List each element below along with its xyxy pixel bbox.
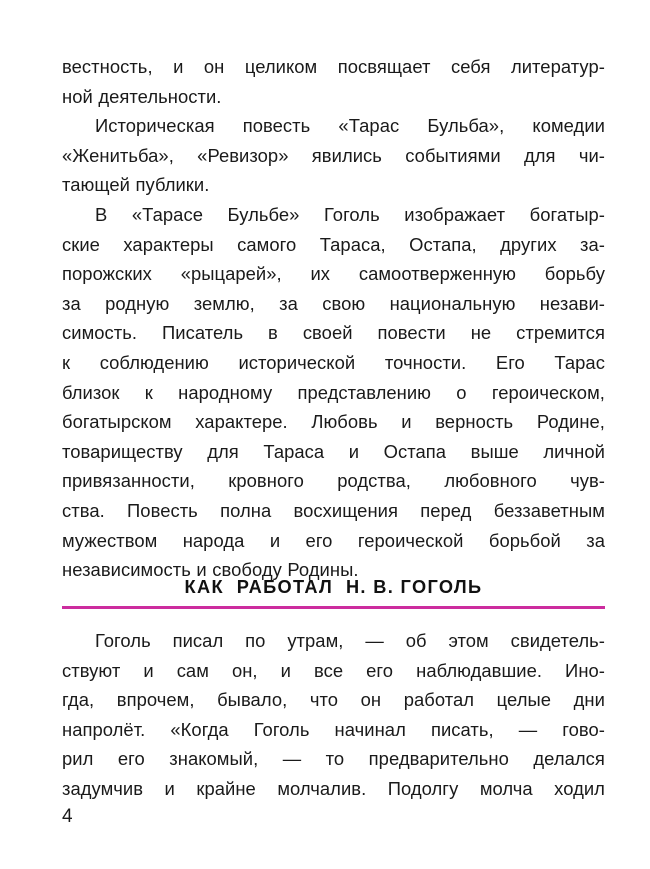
word: восхищения — [293, 499, 398, 521]
word: национальную — [389, 292, 516, 314]
word: Гоголь — [324, 203, 380, 225]
word: и — [173, 56, 184, 77]
word: кровного — [228, 470, 304, 492]
word: и — [269, 529, 281, 551]
word: Повесть — [127, 499, 198, 521]
word: — — [518, 718, 538, 740]
word: Тараса — [263, 440, 325, 462]
word: посвящает — [337, 56, 431, 77]
word: он, — [231, 659, 258, 681]
text-line — [62, 526, 605, 556]
word: тающей — [62, 174, 130, 196]
word: его — [117, 748, 145, 770]
word: народному — [178, 381, 273, 403]
word: писал — [172, 630, 224, 651]
text-line — [62, 111, 605, 141]
word: утрам, — [287, 630, 344, 651]
word: себя — [450, 56, 491, 77]
heading-divider-rule — [62, 606, 605, 609]
word: и — [164, 777, 175, 799]
word: соблюдению — [99, 351, 209, 373]
word: гда, — [62, 689, 95, 711]
word: любовного — [444, 470, 537, 492]
word: Тарас — [554, 351, 605, 373]
word: «Тарас — [338, 115, 400, 137]
paragraph — [62, 200, 605, 585]
text-line — [62, 259, 605, 289]
text-line — [62, 348, 605, 378]
word: Остапа, — [409, 233, 477, 255]
word: дни — [573, 689, 605, 711]
word: перед — [420, 499, 472, 521]
word: для — [207, 440, 239, 462]
word: — — [365, 630, 384, 651]
word: сам — [176, 659, 209, 681]
word: Историческая — [95, 115, 215, 137]
text-line — [62, 466, 605, 496]
word: «Ревизор» — [197, 144, 289, 166]
text-line — [62, 230, 605, 260]
word: Любовь — [311, 411, 378, 433]
text-line — [62, 496, 605, 526]
word: героическом, — [491, 381, 605, 403]
word: характеры — [123, 233, 214, 255]
word: бывало, — [217, 689, 288, 711]
word: Бульбе» — [227, 203, 300, 225]
word: повести — [377, 322, 446, 344]
word: то — [325, 748, 345, 770]
word: стремится — [516, 322, 605, 344]
word: борьбой — [488, 529, 561, 551]
word: он — [360, 689, 382, 711]
word: о — [456, 381, 467, 403]
word: к — [62, 351, 71, 373]
paragraph — [62, 52, 605, 111]
text-line — [62, 82, 605, 112]
word: характере. — [195, 411, 288, 433]
word: Подолгу — [387, 777, 459, 799]
word: для — [523, 144, 556, 166]
text-line — [62, 289, 605, 319]
word: предварительно — [368, 748, 509, 770]
word: «рыцарей», — [180, 263, 282, 285]
word: литератур- — [510, 56, 605, 77]
word: богатырском — [62, 411, 172, 433]
word: знакомый, — [169, 748, 259, 770]
word: полна — [220, 499, 272, 521]
word: гово- — [562, 718, 605, 740]
text-line — [62, 200, 605, 230]
word: порожских — [62, 263, 152, 285]
word: к — [144, 381, 153, 403]
word: Бульба», — [427, 115, 505, 137]
word: героической — [357, 529, 464, 551]
word: вестность, — [62, 56, 153, 77]
word: чув- — [570, 470, 605, 492]
text-line — [62, 52, 605, 82]
word: делался — [533, 748, 605, 770]
word: своей — [302, 322, 353, 344]
word: Родине, — [536, 411, 605, 433]
word: родную — [105, 292, 170, 314]
section-heading: КАК РАБОТАЛ Н. В. ГОГОЛЬ — [184, 577, 483, 597]
word: не — [470, 322, 492, 344]
word: родства, — [337, 470, 411, 492]
word: и — [196, 559, 207, 581]
word: этом — [448, 630, 489, 651]
word: самоотверженную — [358, 263, 516, 285]
paragraph — [62, 111, 605, 200]
word: Родины. — [287, 559, 359, 581]
word: деятельности. — [98, 85, 222, 107]
word: привязанности, — [62, 470, 195, 492]
word: все — [313, 659, 344, 681]
word: «Тарасе — [131, 203, 203, 225]
word: об — [405, 630, 427, 651]
word: личной — [543, 440, 605, 462]
word: свидетель- — [510, 630, 605, 651]
word: — — [282, 748, 302, 770]
word: молча — [479, 777, 533, 799]
word: свою — [322, 292, 366, 314]
page-number: 4 — [62, 806, 73, 827]
word: его — [305, 529, 333, 551]
word: ходил — [554, 777, 605, 799]
word: целиком — [244, 56, 318, 77]
word: задумчив — [62, 777, 144, 799]
word: Тараса, — [319, 233, 386, 255]
word: молчалив. — [277, 777, 367, 799]
word: и — [401, 411, 412, 433]
word: целые — [496, 689, 552, 711]
word: богатыр- — [529, 203, 605, 225]
word: свободу — [212, 559, 282, 581]
word: Его — [495, 351, 525, 373]
word: в — [268, 322, 278, 344]
word: народа — [182, 529, 245, 551]
word: за — [279, 292, 298, 314]
word: Гоголь — [95, 630, 151, 651]
word: близок — [62, 381, 120, 403]
word: по — [245, 630, 266, 651]
word: независимость — [62, 559, 191, 581]
word: писать, — [430, 718, 494, 740]
word: за — [586, 529, 605, 551]
word: впрочем, — [116, 689, 195, 711]
word: симость. — [62, 322, 138, 344]
word: напролёт. — [62, 718, 146, 740]
text-line — [62, 685, 605, 715]
word: и — [348, 440, 360, 462]
word: повесть — [242, 115, 311, 137]
word: наблюдавшие. — [416, 659, 543, 681]
text-line — [62, 437, 605, 467]
word: за- — [580, 233, 605, 255]
word: он — [203, 56, 225, 77]
word: беззаветным — [493, 499, 605, 521]
word: других — [500, 233, 557, 255]
word: начинал — [334, 718, 406, 740]
word: за — [62, 292, 81, 314]
word: исторической — [238, 351, 356, 373]
text-line — [62, 378, 605, 408]
text-line — [62, 407, 605, 437]
word: комедии — [532, 115, 605, 137]
paragraph — [62, 626, 605, 804]
word: явились — [311, 144, 382, 166]
text-line — [62, 626, 605, 656]
word: его — [366, 659, 394, 681]
word: незави- — [539, 292, 605, 314]
word: верность — [435, 411, 514, 433]
body-text-lower — [62, 626, 605, 804]
word: точности. — [384, 351, 467, 373]
word: крайне — [196, 777, 256, 799]
text-line — [62, 774, 605, 804]
word: выше — [470, 440, 519, 462]
word: событиями — [405, 144, 501, 166]
word: ские — [62, 233, 100, 255]
section-heading-block — [62, 574, 605, 609]
word: самого — [237, 233, 297, 255]
word: Гоголь — [253, 718, 310, 740]
word: чи- — [578, 144, 605, 166]
text-line — [62, 715, 605, 745]
word: В — [95, 203, 108, 225]
word: что — [309, 689, 339, 711]
body-text-upper — [62, 52, 605, 585]
word: работал — [403, 689, 475, 711]
word: и — [280, 659, 291, 681]
word: Ино- — [565, 659, 605, 681]
word: землю, — [193, 292, 255, 314]
word: ной — [62, 85, 93, 107]
word: борьбу — [544, 263, 605, 285]
word: ствуют — [62, 659, 121, 681]
word: Писатель — [162, 322, 244, 344]
word: рил — [62, 748, 94, 770]
text-line — [62, 318, 605, 348]
text-line — [62, 170, 605, 200]
word: представлению — [297, 381, 432, 403]
word: «Когда — [170, 718, 229, 740]
word: ства. — [62, 499, 105, 521]
text-line — [62, 744, 605, 774]
text-line — [62, 141, 605, 171]
word: изображает — [404, 203, 506, 225]
word: Остапа — [383, 440, 447, 462]
word: их — [310, 263, 331, 285]
word: и — [143, 659, 154, 681]
word: товариществу — [62, 440, 183, 462]
word: мужеством — [62, 529, 158, 551]
text-line — [62, 656, 605, 686]
word: публики. — [135, 174, 210, 196]
word: «Женитьба», — [62, 144, 174, 166]
